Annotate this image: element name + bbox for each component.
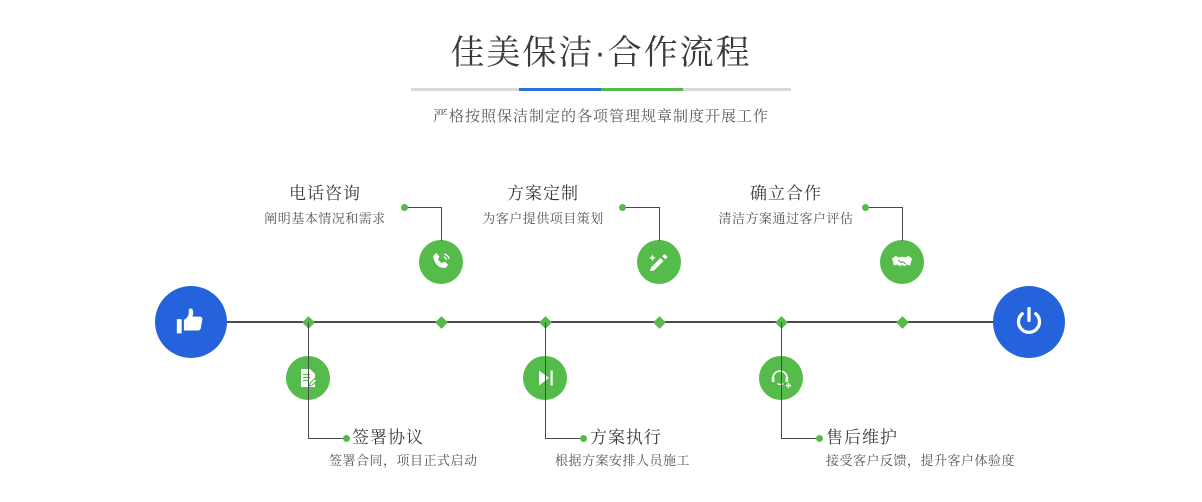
connector-horizontal-3 <box>622 207 660 208</box>
connector-dot-4 <box>580 435 587 442</box>
step-label-3 <box>468 182 618 230</box>
page-subtitle: 严格按照保洁制定的各项管理规章制度开展工作 <box>432 108 769 125</box>
connector-horizontal-1 <box>404 207 442 208</box>
step-desc-3: 为客户提供项目策划 <box>482 211 604 226</box>
connector-horizontal-2 <box>308 438 346 439</box>
connector-vertical-4 <box>545 322 546 438</box>
step-desc-5: 清洁方案通过客户评估 <box>718 211 854 226</box>
connector-vertical-2 <box>308 322 309 438</box>
connector-vertical-5 <box>902 207 903 241</box>
axis-dot-3 <box>653 316 666 329</box>
connector-dot-2 <box>343 435 350 442</box>
connector-dot-3 <box>619 204 626 211</box>
connector-horizontal-6 <box>781 438 819 439</box>
connector-horizontal-4 <box>545 438 583 439</box>
thumbs-up-icon <box>174 305 208 339</box>
axis-dot-5 <box>896 316 909 329</box>
step-label-6 <box>826 426 1066 472</box>
connector-dot-5 <box>862 204 869 211</box>
step-desc-2: 签署合同，项目正式启动 <box>329 453 478 468</box>
step-desc-4: 根据方案安排人员施工 <box>555 453 691 468</box>
step-label-2 <box>329 426 552 472</box>
connector-vertical-3 <box>659 207 660 241</box>
step-title-4: 方案执行 <box>590 428 662 447</box>
step-label-4 <box>555 426 790 472</box>
step-desc-1: 阐明基本情况和需求 <box>264 211 386 226</box>
flow-end-node <box>993 286 1065 358</box>
handshake-icon <box>890 250 914 274</box>
step-title-1: 电话咨询 <box>289 184 361 203</box>
phone-call-icon <box>429 250 453 274</box>
step-label-1 <box>250 182 400 230</box>
step-desc-6: 接受客户反馈，提升客户体验度 <box>826 453 1016 468</box>
power-icon <box>1011 304 1047 340</box>
step-title-3: 方案定制 <box>507 184 579 203</box>
step-title-6: 售后维护 <box>826 428 898 447</box>
step-icon-3[interactable] <box>637 240 681 284</box>
step-title-5: 确立合作 <box>750 184 822 203</box>
axis-dot-1 <box>435 316 448 329</box>
connector-dot-1 <box>401 204 408 211</box>
connector-horizontal-5 <box>865 207 903 208</box>
step-icon-1[interactable] <box>419 240 463 284</box>
connector-dot-6 <box>816 435 823 442</box>
page-title: 佳美保洁·合作流程 <box>450 34 752 72</box>
flow-start-node <box>155 286 227 358</box>
connector-vertical-6 <box>781 322 782 438</box>
plan-pencil-icon <box>647 250 671 274</box>
step-icon-5[interactable] <box>880 240 924 284</box>
step-title-2: 签署协议 <box>352 428 424 447</box>
step-label-5 <box>711 182 861 230</box>
connector-vertical-1 <box>441 207 442 241</box>
